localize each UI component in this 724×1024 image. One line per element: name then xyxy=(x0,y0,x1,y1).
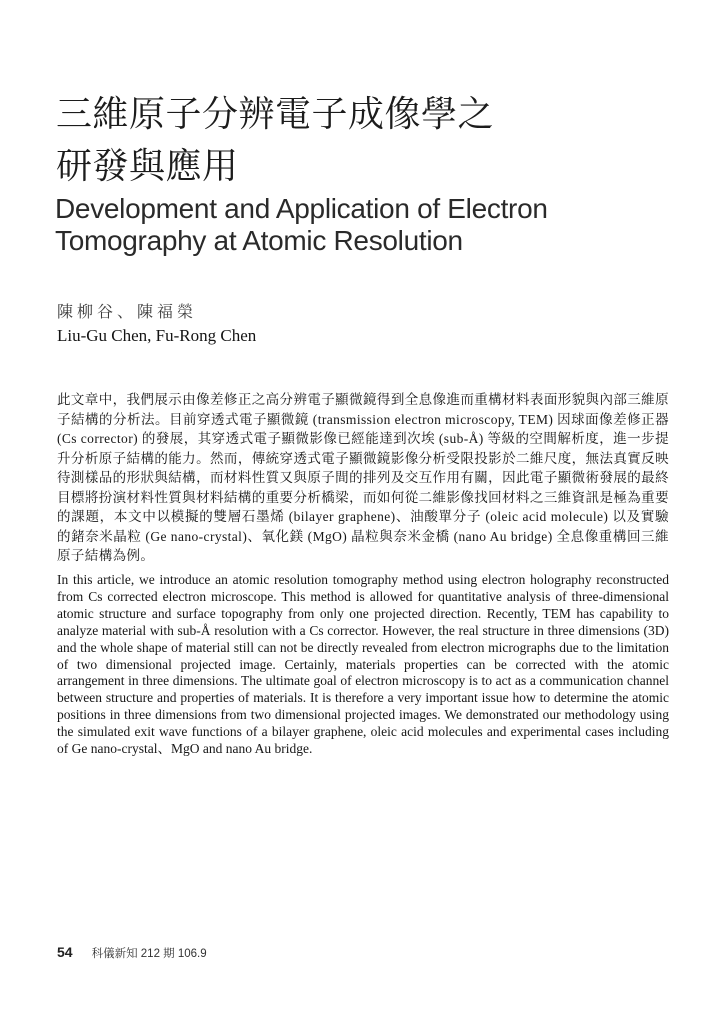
abstract-chinese: 此文章中，我們展示由像差修正之高分辨電子顯微鏡得到全息像進而重構材料表面形貌與內部三維原子結構的分析法。目前穿透式電子顯微鏡 (transmission electron microscopy, TEM) 因球面像差修正器 (Cs corrector) 的發展，其穿透式電子顯微影像已經能達到次埃 (sub-Å) 等級的空間解析度，進一步提升分析原子結構的能力。然而，傳統穿透式電子顯微鏡影像分析受限投影於二維尺度，無法真實反映待測樣品的形狀與結構，而材料性質又與原子間的排列及交互作用有關，因此電子顯微術發展的最終目標將扮演材料性質與材料結構的重要分析橋梁，而如何從二維影像找回材料之三維資訊是極為重要的課題，本文中以模擬的雙層石墨烯 (bilayer graphene)、油酸單分子 (oleic acid molecule) 以及實驗的鍺奈米晶粒 (Ge nano-crystal)、氧化鎂 (MgO) 晶粒與奈米金橋 (nano Au bridge) 全息像重構回三維原子結構為例。 xyxy=(57,392,669,563)
article-title-english-line1: Development and Application of Electron xyxy=(55,193,548,224)
authors-english: Liu-Gu Chen, Fu-Rong Chen xyxy=(57,326,257,345)
article-title-chinese-line2: 研發與應用 xyxy=(56,145,239,186)
article-title-chinese xyxy=(56,88,494,192)
abstract-english: In this article, we introduce an atomic resolution tomography method using electron holography reconstructed from Cs corrected electron microscope. This method is allowed for quantitative analysis of three-dimensional atomic structure and surface topography from only one projected direction. Recently, TEM has capability to analyze material with sub-Å resolution with a Cs corrector. However, the real structure in three dimensions (3D) and the whole shape of material still can not be directly revealed from electron micrographs due to the limitation of two dimensional projected image. Certainly, materials properties can be corrected with the atomic arrangement in three dimensions. The ultimate goal of electron microscopy is to act as a communication channel between structure and properties of materials. It is therefore a very important issue how to determine the atomic positions in three dimensions from two dimensional projected images. We demonstrated our methodology using the simulated exit wave functions of a bilayer graphene, oleic acid molecules and experimental cases including of Ge nano-crystal、MgO and nano Au bridge. xyxy=(57,572,669,757)
page-number: 54 xyxy=(57,944,73,960)
journal-issue-info: 科儀新知 212 期 106.9 xyxy=(91,948,207,960)
page-footer xyxy=(57,944,207,961)
authors-chinese: 陳柳谷、陳福榮 xyxy=(57,304,198,321)
article-title-english xyxy=(55,193,548,257)
article-title-chinese-line1: 三維原子分辨電子成像學之 xyxy=(56,93,495,134)
article-title-english-line2: Tomography at Atomic Resolution xyxy=(55,225,463,256)
